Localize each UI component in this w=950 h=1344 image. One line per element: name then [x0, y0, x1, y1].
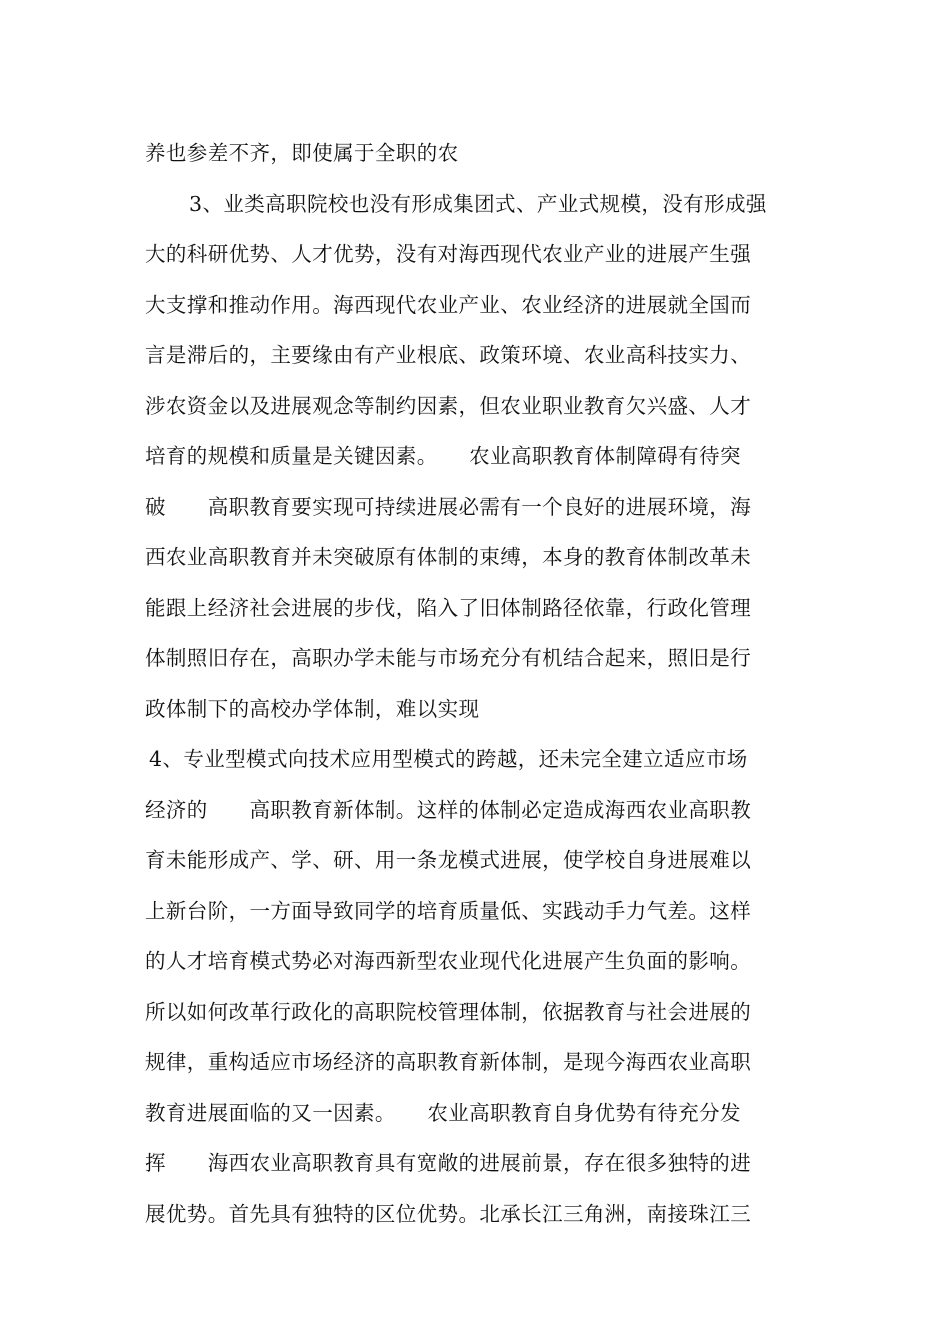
body-text [145, 128, 810, 1239]
text-line-3: 大的科研优势、人才优势，没有对海西现代农业产业的进展产生强 [145, 242, 752, 266]
text-line-2: 3、业类高职院校也没有形成集团式、产业式规模，没有形成强 [189, 191, 767, 216]
text-line-13: 4、专业型模式向技术应用型模式的跨越，还未完全建立适应市场 [149, 747, 748, 771]
text-line-4: 大支撑和推动作用。海西现代农业产业、农业经济的进展就全国而 [145, 292, 752, 317]
text-line-12: 政体制下的高校办学体制，难以实现 [145, 696, 480, 721]
text-line-9: 西农业高职教育并未突破原有体制的束缚，本身的教育体制改革未 [145, 545, 752, 569]
text-line-1: 养也参差不齐，即使属于全职的农 [145, 141, 459, 165]
text-line-20: 教育进展面临的又一因素。 农业高职教育自身优势有待充分发 [145, 1100, 741, 1125]
text-line-22: 展优势。首先具有独特的区位优势。北承长江三角洲，南接珠江三 [145, 1201, 752, 1226]
text-line-15: 育未能形成产、学、研、用一条龙模式进展，使学校自身进展难以 [145, 848, 752, 872]
text-line-11: 体制照旧存在，高职办学未能与市场充分有机结合起来，照旧是行 [145, 646, 752, 670]
text-line-7: 培育的规模和质量是关键因素。 农业高职教育体制障碍有待突 [145, 444, 741, 468]
text-line-14: 经济的 高职教育新体制。这样的体制必定造成海西农业高职教 [145, 797, 752, 822]
text-line-21: 挥 海西农业高职教育具有宽敞的进展前景，存在很多独特的进 [145, 1151, 752, 1175]
text-line-5: 言是滞后的，主要缘由有产业根底、政策环境、农业高科技实力、 [145, 343, 752, 367]
text-line-18: 所以如何改革行政化的高职院校管理体制，依据教育与社会进展的 [145, 999, 752, 1024]
text-line-6: 涉农资金以及进展观念等制约因素，但农业职业教育欠兴盛、人才 [145, 393, 752, 418]
text-line-8: 破 高职教育要实现可持续进展必需有一个良好的进展环境，海 [145, 494, 752, 519]
text-line-10: 能跟上经济社会进展的步伐，陷入了旧体制路径依靠，行政化管理 [145, 595, 752, 620]
text-line-17: 的人才培育模式势必对海西新型农业现代化进展产生负面的影响。 [145, 949, 752, 973]
text-line-19: 规律，重构适应市场经济的高职教育新体制，是现今海西农业高职 [145, 1050, 752, 1074]
text-line-16: 上新台阶，一方面导致同学的培育质量低、实践动手力气差。这样 [145, 898, 752, 923]
